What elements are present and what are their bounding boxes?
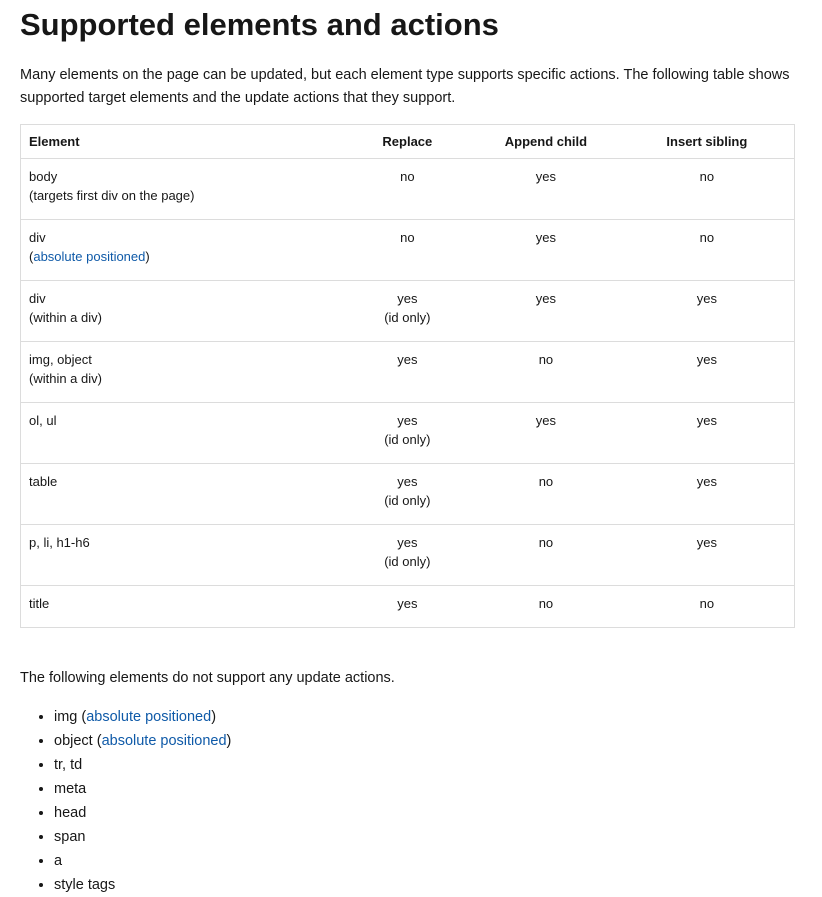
cell-replace: yes bbox=[343, 342, 473, 403]
cell-element bbox=[21, 159, 343, 220]
element-name: title bbox=[29, 596, 50, 611]
replace-value: yes bbox=[397, 291, 418, 306]
list-item-text: object ( bbox=[54, 733, 102, 749]
supported-elements-table bbox=[20, 124, 795, 628]
list-item: • a bbox=[54, 849, 802, 873]
replace-note: (id only) bbox=[384, 432, 431, 447]
list-item: • span bbox=[54, 825, 802, 849]
replace-value: yes bbox=[397, 535, 418, 550]
cell-append-child: yes bbox=[472, 220, 620, 281]
cell-append-child: yes bbox=[472, 403, 620, 464]
unsupported-note: The following elements do not support any update actions. bbox=[20, 670, 395, 686]
cell-insert-sibling: no bbox=[620, 586, 795, 628]
absolute-positioned-link[interactable]: absolute positioned bbox=[33, 249, 146, 264]
element-note bbox=[29, 247, 335, 266]
cell-replace bbox=[343, 403, 473, 464]
absolute-positioned-link[interactable]: absolute positioned bbox=[101, 733, 227, 749]
header-append-child: Append child bbox=[472, 125, 620, 159]
replace-note: (id only) bbox=[384, 310, 431, 325]
table-row bbox=[21, 403, 795, 464]
cell-insert-sibling: yes bbox=[620, 281, 795, 342]
cell-element bbox=[21, 403, 343, 464]
page-title: Supported elements and actions bbox=[20, 7, 499, 42]
cell-element bbox=[21, 281, 343, 342]
element-name: body bbox=[29, 169, 58, 184]
cell-replace: yes bbox=[343, 586, 473, 628]
cell-append-child: yes bbox=[472, 281, 620, 342]
unsupported-elements-list bbox=[20, 705, 802, 897]
element-note: (targets first div on the page) bbox=[29, 188, 195, 203]
table-row bbox=[21, 281, 795, 342]
cell-replace: no bbox=[343, 220, 473, 281]
list-item: • head bbox=[54, 801, 802, 825]
cell-insert-sibling: yes bbox=[620, 403, 795, 464]
element-name: table bbox=[29, 474, 58, 489]
list-item: • style tags bbox=[54, 873, 802, 897]
cell-insert-sibling: yes bbox=[620, 525, 795, 586]
element-name: div bbox=[29, 291, 46, 306]
replace-value: yes bbox=[397, 474, 418, 489]
paren-close: ) bbox=[145, 249, 150, 264]
paren-close: ) bbox=[226, 733, 232, 749]
cell-append-child: no bbox=[472, 342, 620, 403]
absolute-positioned-link[interactable]: absolute positioned bbox=[86, 709, 212, 725]
element-name: img, object bbox=[29, 352, 92, 367]
intro-paragraph: Many elements on the page can be updated, but each element type supports specific actions. The following table shows supported target elements and the update actions that they support. bbox=[20, 67, 790, 106]
element-note: (within a div) bbox=[29, 310, 102, 325]
cell-replace bbox=[343, 464, 473, 525]
replace-note: (id only) bbox=[384, 493, 431, 508]
cell-insert-sibling: yes bbox=[620, 342, 795, 403]
cell-element bbox=[21, 342, 343, 403]
cell-replace: no bbox=[343, 159, 473, 220]
list-item: • meta bbox=[54, 777, 802, 801]
cell-append-child: no bbox=[472, 525, 620, 586]
list-item bbox=[54, 729, 802, 753]
cell-append-child: yes bbox=[472, 159, 620, 220]
header-insert-sibling: Insert sibling bbox=[620, 125, 795, 159]
header-replace: Replace bbox=[343, 125, 473, 159]
cell-element bbox=[21, 586, 343, 628]
list-item-text: img ( bbox=[54, 709, 87, 725]
paren-open: ( bbox=[29, 249, 34, 264]
cell-append-child: no bbox=[472, 586, 620, 628]
cell-element bbox=[21, 525, 343, 586]
table-row bbox=[21, 220, 795, 281]
cell-element bbox=[21, 220, 343, 281]
element-note: (within a div) bbox=[29, 371, 102, 386]
cell-replace bbox=[343, 281, 473, 342]
element-name: ol, ul bbox=[29, 413, 57, 428]
list-item bbox=[54, 705, 802, 729]
paren-close: ) bbox=[211, 709, 217, 725]
cell-insert-sibling: no bbox=[620, 159, 795, 220]
cell-replace bbox=[343, 525, 473, 586]
replace-note: (id only) bbox=[384, 554, 431, 569]
table-row bbox=[21, 525, 795, 586]
element-name: p, li, h1-h6 bbox=[29, 535, 90, 550]
table-row bbox=[21, 159, 795, 220]
element-name: div bbox=[29, 230, 46, 245]
replace-value: yes bbox=[397, 413, 418, 428]
table-row bbox=[21, 586, 795, 628]
cell-element bbox=[21, 464, 343, 525]
table-row bbox=[21, 464, 795, 525]
cell-insert-sibling: no bbox=[620, 220, 795, 281]
table-row bbox=[21, 342, 795, 403]
table-header-row bbox=[21, 125, 795, 159]
cell-insert-sibling: yes bbox=[620, 464, 795, 525]
header-element: Element bbox=[21, 125, 343, 159]
cell-append-child: no bbox=[472, 464, 620, 525]
list-item: • tr, td bbox=[54, 753, 802, 777]
